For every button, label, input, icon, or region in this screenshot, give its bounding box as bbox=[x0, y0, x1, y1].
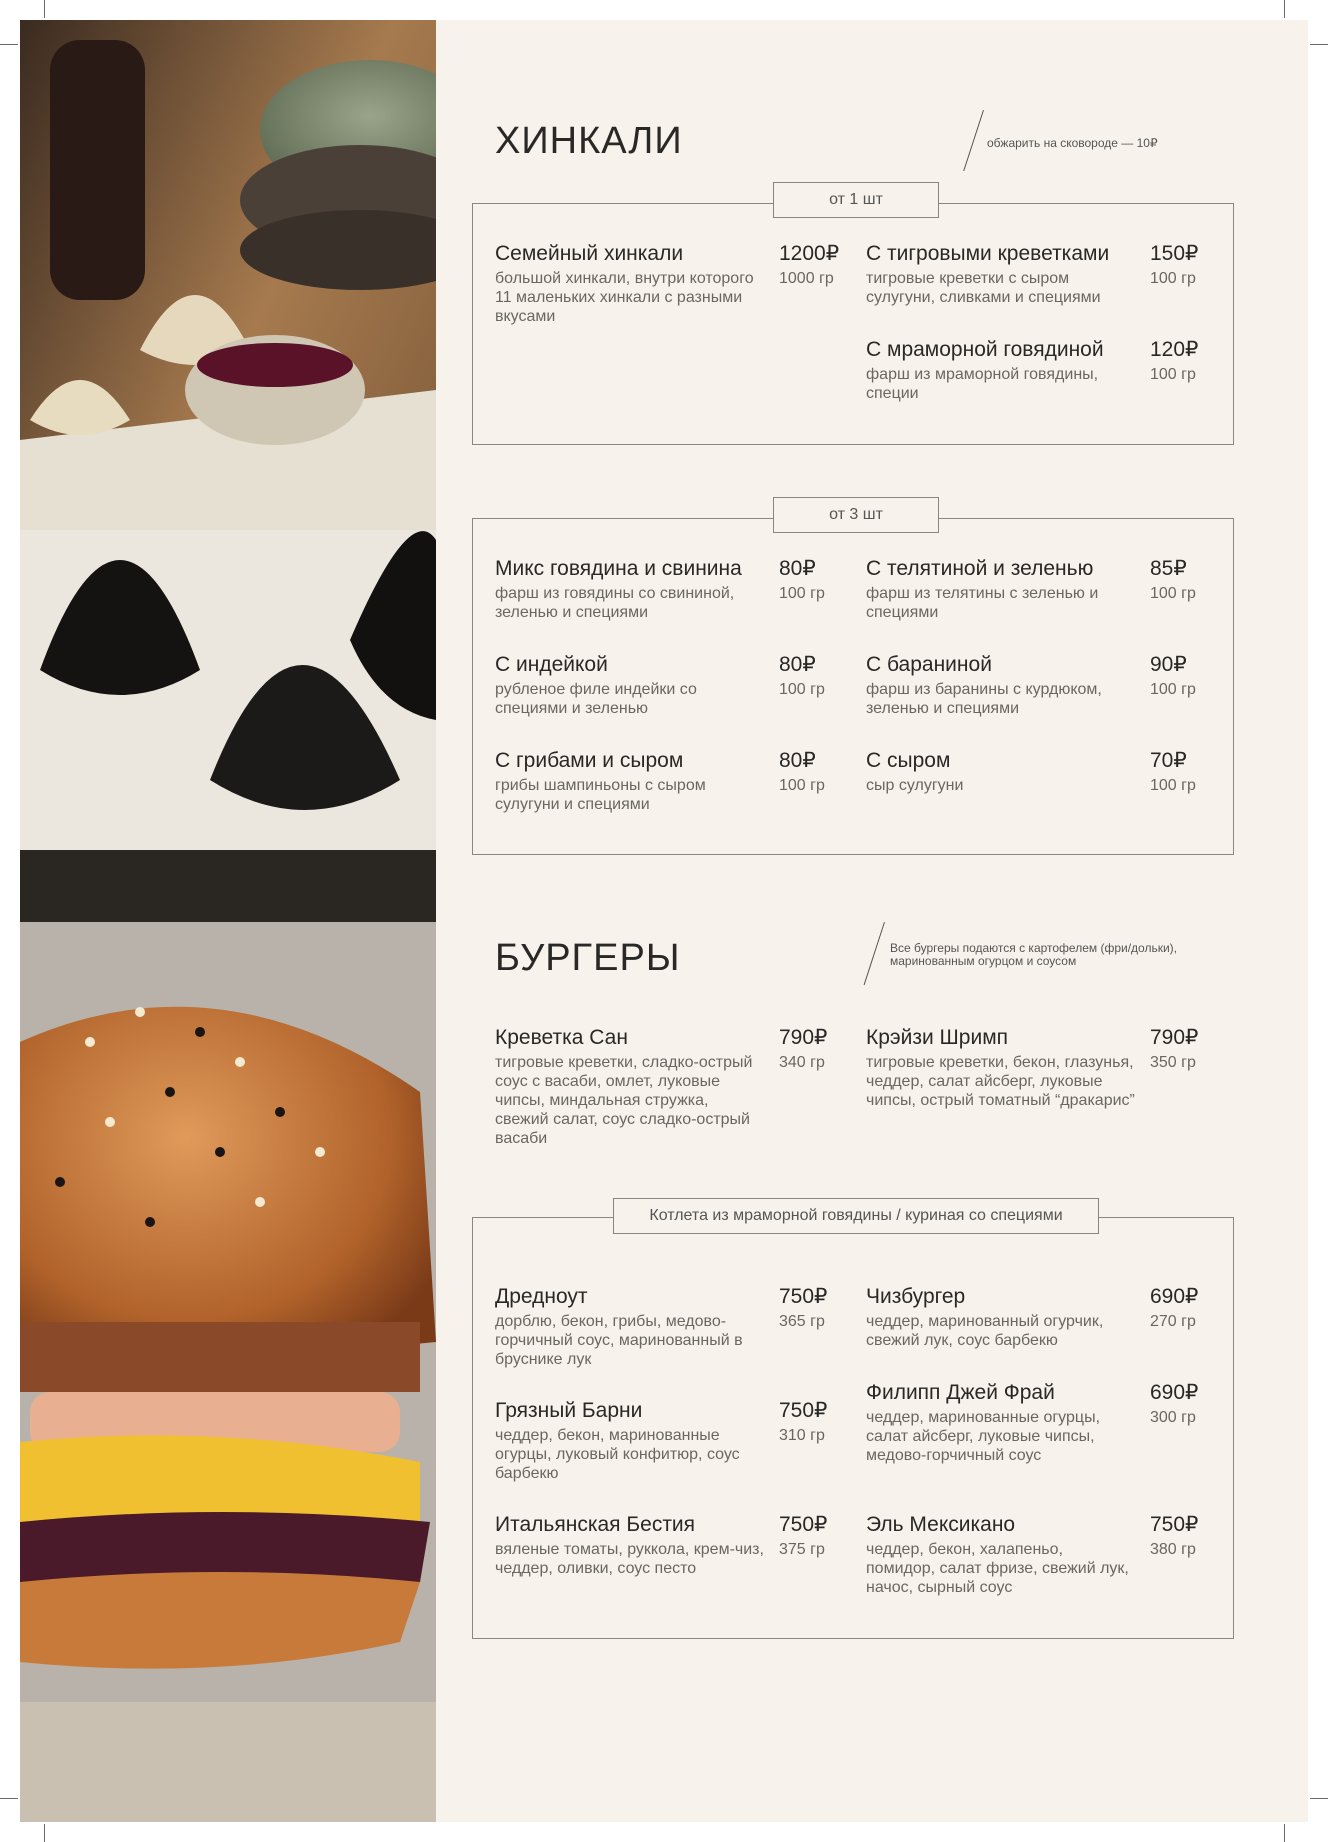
khinkali-group-3-tab: от 3 шт bbox=[773, 497, 939, 533]
menu-item bbox=[866, 556, 1226, 622]
burgers-patty-tab: Котлета из мраморной говядины / куриная со специями bbox=[613, 1198, 1099, 1234]
crop-mark bbox=[1310, 1798, 1328, 1799]
item-name: Филипп Джей Фрай bbox=[866, 1381, 1055, 1404]
burgers-title: БУРГЕРЫ bbox=[495, 937, 681, 979]
item-description: фарш из говядины со свининой, зеленью и специями bbox=[495, 585, 735, 621]
item-price: 750₽ bbox=[779, 1513, 828, 1536]
item-weight: 270 гр bbox=[1150, 1313, 1196, 1330]
menu-item bbox=[495, 652, 855, 718]
item-description: чеддер, бекон, халапеньо, помидор, салат фризе, свежий лук, начос, сырный соус bbox=[866, 1541, 1129, 1596]
item-description: сыр сулугуни bbox=[866, 777, 964, 794]
menu-item bbox=[866, 1025, 1226, 1110]
item-name: Микс говядина и свинина bbox=[495, 557, 742, 580]
item-description: фарш из баранины с курдюком, зеленью и специями bbox=[866, 681, 1102, 717]
item-weight: 350 гр bbox=[1150, 1054, 1196, 1071]
item-price: 690₽ bbox=[1150, 1285, 1199, 1308]
item-price: 120₽ bbox=[1150, 338, 1199, 361]
item-weight: 100 гр bbox=[779, 585, 825, 602]
item-name: С тигровыми креветками bbox=[866, 242, 1110, 265]
item-weight: 365 гр bbox=[779, 1313, 825, 1330]
crop-mark bbox=[1284, 1824, 1285, 1842]
crop-mark bbox=[44, 1824, 45, 1842]
burger-illustration bbox=[20, 922, 436, 1822]
item-price: 80₽ bbox=[779, 557, 816, 580]
item-name: Чизбургер bbox=[866, 1285, 966, 1308]
item-description: фарш из телятины с зеленью и специями bbox=[866, 585, 1099, 621]
item-weight: 100 гр bbox=[1150, 270, 1196, 287]
item-description: фарш из мраморной говядины, специи bbox=[866, 366, 1099, 402]
menu-item bbox=[495, 748, 855, 814]
item-weight: 1000 гр bbox=[779, 270, 834, 287]
item-price: 750₽ bbox=[779, 1399, 828, 1422]
menu-item bbox=[866, 1512, 1226, 1597]
menu-item bbox=[495, 556, 855, 622]
item-description: рубленое филе индейки со специями и зеленью bbox=[495, 681, 697, 717]
item-price: 80₽ bbox=[779, 749, 816, 772]
item-weight: 340 гр bbox=[779, 1054, 825, 1071]
item-price: 750₽ bbox=[779, 1285, 828, 1308]
menu-item bbox=[866, 748, 1226, 795]
item-price: 750₽ bbox=[1150, 1513, 1199, 1536]
item-description: грибы шампиньоны с сыром сулугуни и специями bbox=[495, 777, 706, 813]
khinkali-group-1-tab: от 1 шт bbox=[773, 182, 939, 218]
menu-item bbox=[495, 1512, 855, 1578]
item-price: 70₽ bbox=[1150, 749, 1187, 772]
item-price: 85₽ bbox=[1150, 557, 1187, 580]
item-weight: 100 гр bbox=[779, 777, 825, 794]
item-price: 1200₽ bbox=[779, 242, 840, 265]
item-weight: 375 гр bbox=[779, 1541, 825, 1558]
item-description: чеддер, бекон, маринованные огурцы, луковый конфитюр, соус барбекю bbox=[495, 1427, 740, 1482]
item-price: 690₽ bbox=[1150, 1381, 1199, 1404]
item-price: 790₽ bbox=[1150, 1026, 1199, 1049]
item-name: С бараниной bbox=[866, 653, 992, 676]
menu-item bbox=[866, 241, 1226, 307]
menu-item bbox=[866, 1380, 1226, 1465]
item-name: Эль Мексикано bbox=[866, 1513, 1016, 1536]
item-description: чеддер, маринованные огурцы, салат айсберг, луковые чипсы, медово-горчичный соус bbox=[866, 1409, 1101, 1464]
crop-mark bbox=[0, 44, 18, 45]
burgers-note: Все бургеры подаются с картофелем (фри/дольки), маринованным огурцом и соусом bbox=[890, 941, 1177, 968]
item-description: тигровые креветки, сладко-острый соус с васаби, омлет, луковые чипсы, миндальная стружка, свежий салат, соус сладко-острый васаби bbox=[495, 1054, 753, 1147]
item-price: 90₽ bbox=[1150, 653, 1187, 676]
crop-mark bbox=[1284, 0, 1285, 18]
item-name: Крэйзи Шримп bbox=[866, 1026, 1009, 1049]
item-description: чеддер, маринованный огурчик, свежий лук, соус барбекю bbox=[866, 1313, 1104, 1349]
item-name: Креветка Сан bbox=[495, 1026, 628, 1049]
menu-item bbox=[495, 241, 855, 326]
item-weight: 380 гр bbox=[1150, 1541, 1196, 1558]
item-name: Семейный хинкали bbox=[495, 242, 684, 265]
item-name: С индейкой bbox=[495, 653, 608, 676]
item-description: дорблю, бекон, грибы, медово-горчичный соус, маринованный в бруснике лук bbox=[495, 1313, 743, 1368]
menu-item bbox=[495, 1025, 855, 1148]
khinkali-note: обжарить на сковороде — 10₽ bbox=[987, 136, 1158, 150]
item-description: вяленые томаты, руккола, крем-чиз, чеддер, оливки, соус песто bbox=[495, 1541, 764, 1577]
crop-mark bbox=[1310, 44, 1328, 45]
item-weight: 310 гр bbox=[779, 1427, 825, 1444]
item-name: С грибами и сыром bbox=[495, 749, 684, 772]
menu-item bbox=[495, 1284, 855, 1369]
item-name: Итальянская Бестия bbox=[495, 1513, 696, 1536]
item-name: С телятиной и зеленью bbox=[866, 557, 1094, 580]
menu-item bbox=[866, 337, 1226, 403]
item-weight: 300 гр bbox=[1150, 1409, 1196, 1426]
khinkali-illustration bbox=[20, 20, 436, 922]
khinkali-title: ХИНКАЛИ bbox=[495, 120, 683, 162]
crop-mark bbox=[44, 0, 45, 18]
khinkali-photo bbox=[20, 20, 436, 922]
item-name: Дредноут bbox=[495, 1285, 588, 1308]
menu-item bbox=[866, 1284, 1226, 1350]
menu-item bbox=[866, 652, 1226, 718]
item-weight: 100 гр bbox=[1150, 585, 1196, 602]
burger-photo bbox=[20, 922, 436, 1822]
menu-item bbox=[495, 1398, 855, 1483]
crop-mark bbox=[0, 1798, 18, 1799]
item-name: С сыром bbox=[866, 749, 951, 772]
item-weight: 100 гр bbox=[1150, 777, 1196, 794]
item-price: 80₽ bbox=[779, 653, 816, 676]
item-price: 150₽ bbox=[1150, 242, 1199, 265]
item-name: С мраморной говядиной bbox=[866, 338, 1104, 361]
item-name: Грязный Барни bbox=[495, 1399, 643, 1422]
item-description: большой хинкали, внутри которого 11 маленьких хинкали с разными вкусами bbox=[495, 270, 754, 325]
item-price: 790₽ bbox=[779, 1026, 828, 1049]
item-description: тигровые креветки с сыром сулугуни, сливками и специями bbox=[866, 270, 1101, 306]
item-weight: 100 гр bbox=[1150, 366, 1196, 383]
item-weight: 100 гр bbox=[1150, 681, 1196, 698]
item-description: тигровые креветки, бекон, глазунья, чеддер, салат айсберг, луковые чипсы, острый томатный “дракарис” bbox=[866, 1054, 1135, 1109]
item-weight: 100 гр bbox=[779, 681, 825, 698]
